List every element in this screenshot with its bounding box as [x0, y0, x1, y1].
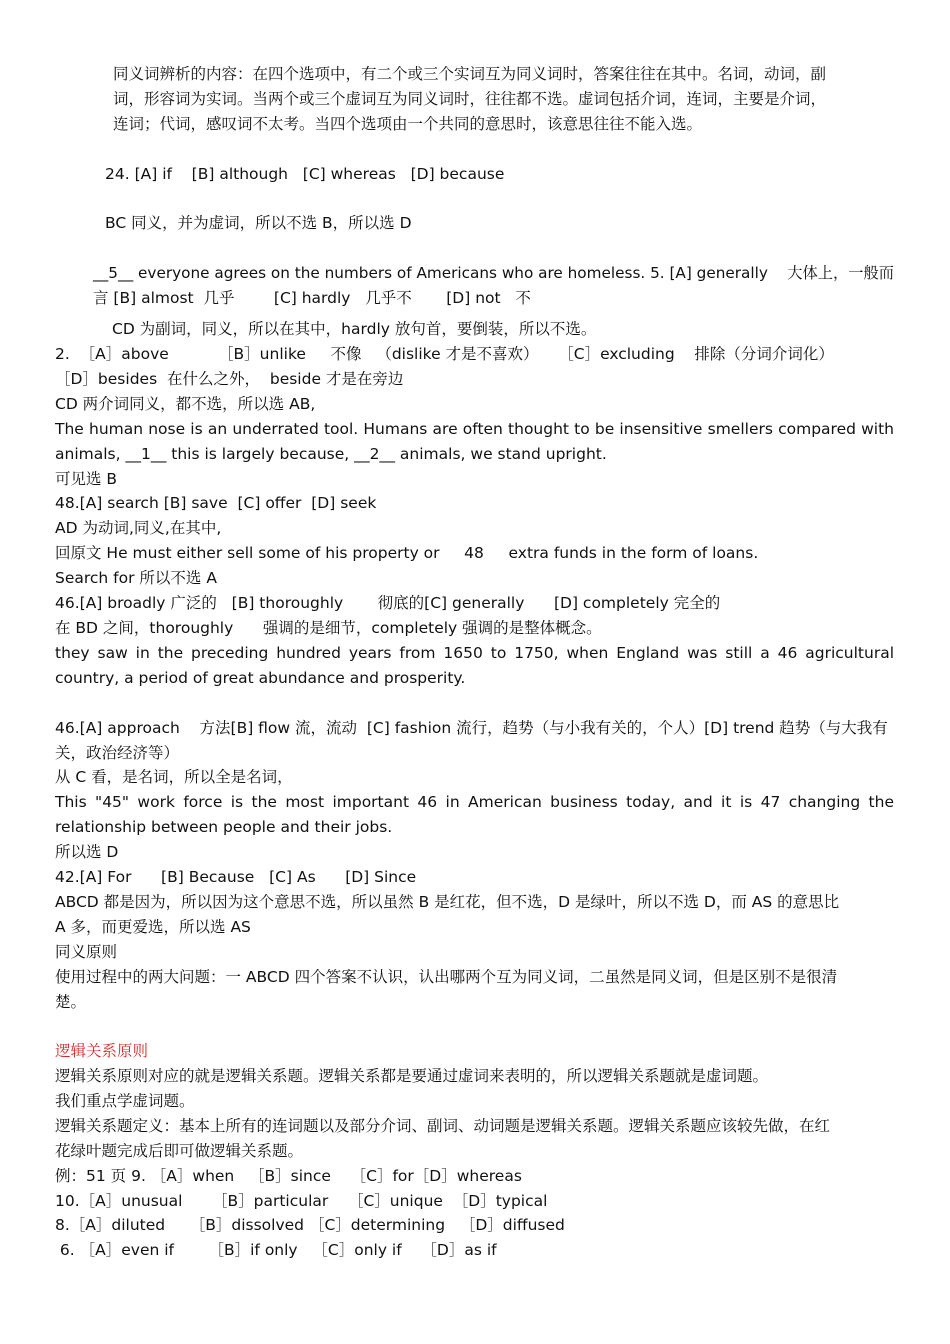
- explanation-line: CD 两介词同义，都不选，所以选 AB,: [55, 395, 316, 413]
- explanation-line: 在 BD 之间，thoroughly 强调的是细节，completely 强调的是整体概念。: [55, 619, 602, 637]
- paragraph-line: 词，形容词为实词。当两个或三个虚词互为同义词时，往往都不选。虚词包括介词，连词，主要是介词，: [113, 90, 827, 108]
- question-options: 10.［A］unusual ［B］particular ［C］unique ［D］typical: [55, 1192, 548, 1210]
- example-sentence: The human nose is an underrated tool. Humans are often thought to be insensitive smellers compared with: [55, 420, 894, 438]
- explanation-line: 从 C 看，是名词，所以全是名词，: [55, 768, 293, 786]
- question-options: 46.[A] approach 方法[B] flow 流，流动 [C] fashion 流行，趋势（与小我有关的，个人）[D] trend 趋势（与大我有: [55, 719, 888, 737]
- question-options: 24. [A] if [B] although [C] whereas [D] because: [105, 165, 505, 183]
- question-options: 6. ［A］even if ［B］if only ［C］only if ［D］as if: [55, 1241, 497, 1259]
- question-options: 48.[A] search [B] save [C] offer [D] seek: [55, 494, 377, 512]
- explanation-line: CD 为副词，同义，所以在其中，hardly 放句首，要倒装，所以不选。: [112, 320, 597, 338]
- paragraph-line: 同义词辨析的内容：在四个选项中，有二个或三个实词互为同义词时，答案往往在其中。名词，动词，副: [113, 65, 827, 83]
- paragraph-line: 逻辑关系原则对应的就是逻辑关系题。逻辑关系都是要通过虚词来表明的，所以逻辑关系题就是虚词题。: [55, 1067, 769, 1085]
- explanation-line: 所以选 D: [55, 843, 119, 861]
- paragraph-line: 使用过程中的两大问题：一 ABCD 四个答案不认识，认出哪两个互为同义词，二虽然是同义词，但是区别不是很清: [55, 968, 838, 986]
- paragraph-line: 花绿叶题完成后即可做逻辑关系题。: [55, 1142, 304, 1160]
- section-label: 同义原则: [55, 943, 118, 961]
- explanation-line: BC 同义，并为虚词，所以不选 B，所以选 D: [105, 214, 412, 232]
- example-sentence: 回原文 He must either sell some of his property or 48 extra funds in the form of loans.: [55, 544, 759, 562]
- example-sentence: they saw in the preceding hundred years from 1650 to 1750, when England was still a 46 agricultural: [55, 644, 894, 662]
- section-heading: 逻辑关系原则: [55, 1042, 149, 1060]
- explanation-line: Search for 所以不选 A: [55, 569, 217, 587]
- example-sentence: __5__ everyone agrees on the numbers of Americans who are homeless. 5. [A] generally 大体上，一般而: [93, 264, 895, 282]
- explanation-line: A 多，而更爱选，所以选 AS: [55, 918, 251, 936]
- paragraph-line: 连词；代词，感叹词不太考。当四个选项由一个共同的意思时，该意思往往不能入选。: [113, 115, 703, 133]
- question-options: 42.[A] For [B] Because [C] As [D] Since: [55, 868, 417, 886]
- example-sentence: relationship between people and their jobs.: [55, 818, 393, 836]
- explanation-line: 可见选 B: [55, 470, 118, 488]
- question-options: ［D］besides 在什么之外， beside 才是在旁边: [55, 370, 404, 388]
- question-options: 2. ［A］above ［B］unlike 不像 （dislike 才是不喜欢） ［C］excluding 排除（分词介词化）: [55, 345, 834, 363]
- explanation-line: AD 为动词,同义,在其中,: [55, 519, 222, 537]
- question-options: 8.［A］diluted ［B］dissolved ［C］determining ［D］diffused: [55, 1216, 565, 1234]
- question-options: 关，政治经济等）: [55, 744, 180, 762]
- example-sentence: country, a period of great abundance and prosperity.: [55, 669, 466, 687]
- explanation-line: ABCD 都是因为，所以因为这个意思不选，所以虽然 B 是红花，但不选，D 是绿叶，所以不选 D，而 AS 的意思比: [55, 893, 840, 911]
- example-options: 言 [B] almost 几乎 [C] hardly 几乎不 [D] not 不: [93, 289, 531, 307]
- question-options: 例：51 页 9. ［A］when ［B］since ［C］for［D］whereas: [55, 1167, 522, 1185]
- paragraph-line: 逻辑关系题定义：基本上所有的连词题以及部分介词、副词、动词题是逻辑关系题。逻辑关系题应该较先做，在红: [55, 1117, 831, 1135]
- example-sentence: This "45" work force is the most important 46 in American business today, and it is 47 changing the: [55, 793, 894, 811]
- paragraph-line: 楚。: [55, 993, 87, 1011]
- question-options: 46.[A] broadly 广泛的 [B] thoroughly 彻底的[C] generally [D] completely 完全的: [55, 594, 721, 612]
- example-sentence: animals, __1__ this is largely because, __2__ animals, we stand upright.: [55, 445, 607, 463]
- paragraph-line: 我们重点学虚词题。: [55, 1092, 195, 1110]
